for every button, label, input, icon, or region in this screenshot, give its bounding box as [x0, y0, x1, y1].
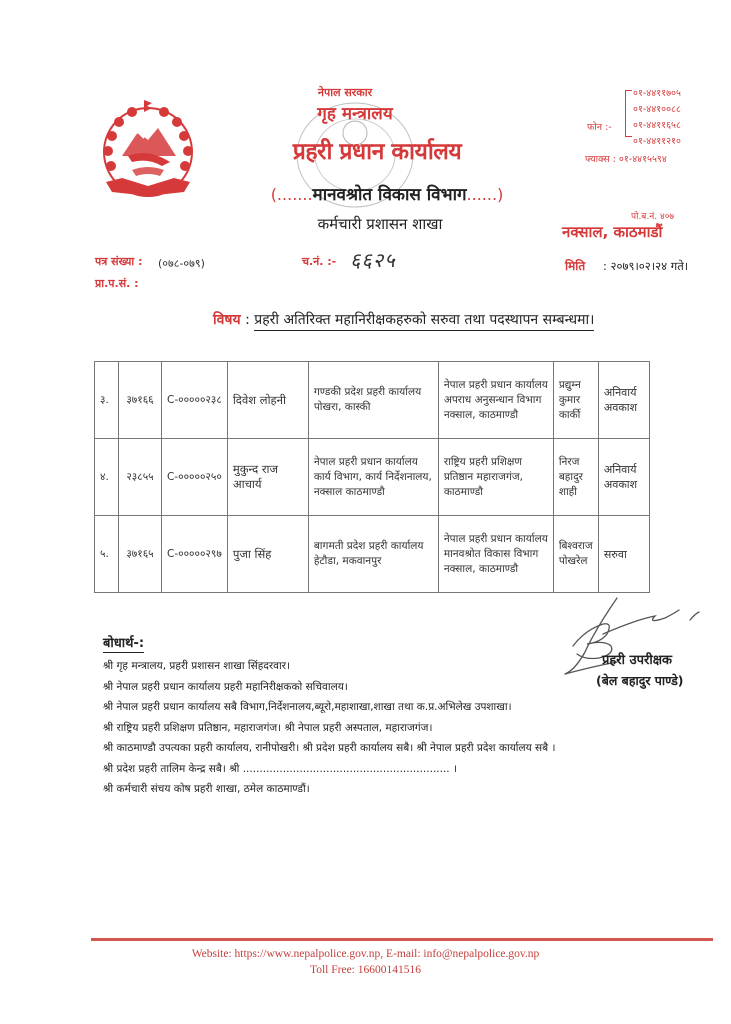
cell-name: पुजा सिंह	[227, 516, 308, 593]
table-row	[95, 516, 650, 593]
cell-new-office: राष्ट्रिय प्रहरी प्रशिक्षण प्रतिष्ठान महाराजगंज, काठमाण्डौ	[438, 439, 553, 516]
phone-number: ०१-४४११६५८	[633, 120, 681, 131]
cc-item: श्री कर्मचारी संचय कोष प्रहरी शाखा, ठमेल काठमाण्डौं।	[103, 783, 310, 795]
cell-code: C-०००००२९७	[162, 516, 228, 593]
cell-current-office: नेपाल प्रहरी प्रधान कार्यालय कार्य विभाग, कार्य निर्देशनालय, नक्साल काठमाण्डौ	[308, 439, 438, 516]
phone-number: ०१-४४११७०५	[633, 88, 681, 99]
cell-new-office: नेपाल प्रहरी प्रधान कार्यालय अपराध अनुसन्धान विभाग नक्साल, काठमाण्डौ	[438, 362, 553, 439]
cell-name: दिवेश लोहनी	[227, 362, 308, 439]
transfer-table	[94, 361, 650, 593]
subject-line	[213, 310, 594, 329]
subject-label: विषय	[213, 312, 241, 328]
cc-item: श्री गृह मन्त्रालय, प्रहरी प्रशासन शाखा सिंहदरवार।	[103, 660, 291, 672]
department-suffix: ......)	[466, 185, 504, 204]
table-row	[95, 362, 650, 439]
cell-current-office: बागमती प्रदेश प्रहरी कार्यालय हेटौडा, मकवानपुर	[308, 516, 438, 593]
cell-remarks: अनिवार्य अवकाश	[598, 362, 649, 439]
cell-remarks: सरुवा	[598, 516, 649, 593]
dispatch-number-label: च.नं. :-	[302, 255, 337, 268]
prps-label: प्रा.प.सं. :	[95, 277, 139, 290]
date-value: : २०७९।०२।२४ गते।	[603, 259, 689, 273]
fax-line	[585, 152, 667, 165]
dispatch-number-value: ६६२५	[350, 248, 396, 272]
cell-decision-by: प्रद्युम्न कुमार कार्की	[553, 362, 598, 439]
cc-item: श्री राष्ट्रिय प्रहरी प्रशिक्षण प्रतिष्ठान, महाराजगंज। श्री नेपाल प्रहरी अस्पताल, महाराजगंज।	[103, 721, 433, 734]
transfer-table-body	[95, 362, 650, 593]
cell-code: C-०००००२३८	[162, 362, 228, 439]
section-name: कर्मचारी प्रशासन शाखा	[317, 215, 443, 233]
department-name: मानवश्रोत विकास विभाग	[312, 185, 467, 205]
fax-number: ०१-४४१५५९४	[618, 154, 667, 165]
cell-current-office: गण्डकी प्रदेश प्रहरी कार्यालय पोखरा, कास्की	[308, 362, 438, 439]
cell-decision-by: निरज बहादुर शाही	[553, 439, 598, 516]
cell-serial: ५.	[95, 516, 119, 593]
letter-number-value: (०७८-०७९)	[158, 257, 205, 270]
phone-bracket	[625, 90, 632, 137]
cc-item: श्री नेपाल प्रहरी प्रधान कार्यालय सबै विभाग,निर्देशनालय,ब्यूरो,महाशाखा,शाखा तथा क.प्र.अभिलेख उपशाखा।	[103, 701, 512, 713]
cell-serial: ४.	[95, 439, 119, 516]
footer-toll-free: Toll Free: 16600141516	[310, 964, 421, 976]
nepal-emblem-icon	[92, 96, 204, 204]
letter-number-label: पत्र संख्या :	[95, 255, 143, 268]
fax-label: फ्याक्स :	[585, 154, 616, 165]
po-box: पो.ब.नं. ४०७	[631, 212, 675, 222]
cell-decision-by: बिश्वराज पोखरेल	[553, 516, 598, 593]
cell-new-office: नेपाल प्रहरी प्रधान कार्यालय मानवश्रोत विकास विभाग नक्साल, काठमाण्डौ	[438, 516, 553, 593]
footer-divider	[91, 938, 713, 941]
department-line	[222, 182, 552, 205]
cc-list	[103, 656, 555, 800]
signer-name: (बेल बहादुर पाण्डे)	[596, 673, 684, 688]
cell-serial: ३.	[95, 362, 119, 439]
date-label: मिति	[565, 259, 586, 273]
phone-number: ०१-४४१००८८	[633, 104, 681, 115]
cell-police-number: ३७१६५	[119, 516, 162, 593]
phone-separator: :-	[605, 122, 612, 133]
government-name: नेपाल सरकार	[317, 86, 373, 99]
cell-police-number: ३७१६६	[119, 362, 162, 439]
cell-police-number: २३८५५	[119, 439, 162, 516]
cell-name: मुकुन्द राज आचार्य	[227, 439, 308, 516]
signer-designation: प्रहरी उपरीक्षक	[602, 653, 673, 668]
office-name: प्रहरी प्रधान कार्यालय	[292, 139, 462, 165]
subject-text: प्रहरी अतिरिक्त महानिरीक्षकहरुको सरुवा तथा पदस्थापन सम्बन्धमा।	[254, 312, 594, 331]
office-address: नक्साल, काठमाडौं	[562, 223, 663, 241]
table-row	[95, 439, 650, 516]
phone-number: ०१-४४११२१०	[633, 136, 681, 147]
cc-item: श्री नेपाल प्रहरी प्रधान कार्यालय प्रहरी महानिरीक्षकको सचिवालय।	[103, 680, 348, 693]
phone-label-text: फोन	[587, 122, 603, 133]
subject-separator: :	[240, 312, 255, 328]
cell-remarks: अनिवार्य अवकाश	[598, 439, 649, 516]
department-prefix: (.......	[270, 185, 313, 204]
cell-code: C-०००००२५०	[162, 439, 228, 516]
cc-item: श्री प्रदेश प्रहरी तालिम केन्द्र सबै। श्री .............................................................. ।	[103, 762, 457, 775]
cc-item: श्री काठमाण्डौ उपत्यका प्रहरी कार्यालय, रानीपोखरी। श्री प्रदेश प्रहरी कार्यालय सबै। श्री नेपाल प्रहरी प्रदेश कार्यालय सबै ।	[103, 742, 556, 754]
cc-heading: बोधार्थ-:	[103, 633, 144, 653]
phone-label	[587, 120, 612, 133]
footer-contact: Website: https://www.nepalpolice.gov.np, E-mail: info@nepalpolice.gov.np	[191, 948, 540, 960]
ministry-name: गृह मन्त्रालय	[317, 104, 393, 124]
